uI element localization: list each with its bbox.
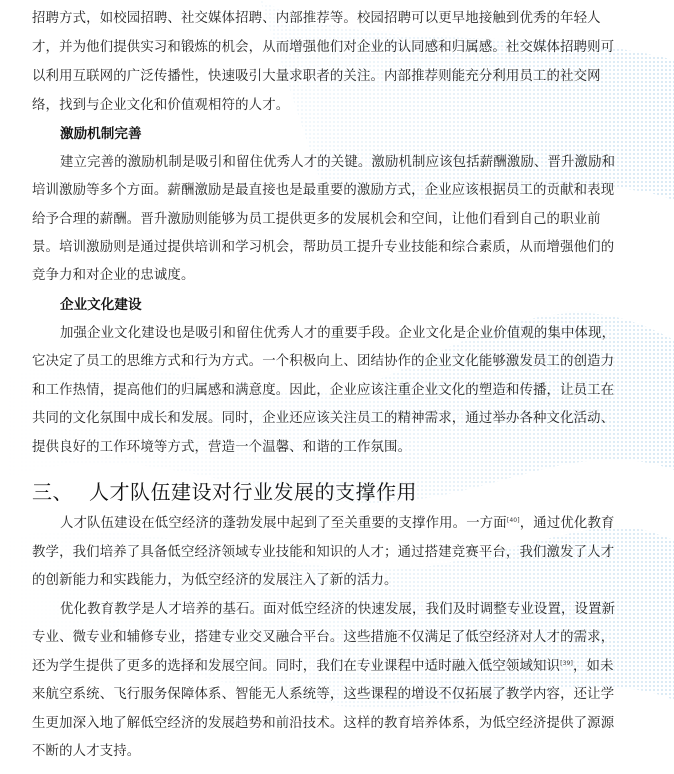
text-line: 以利用互联网的广泛传播性，快速吸引大量求职者的关注。内部推荐则能充分利用员工的社交网 <box>32 69 601 84</box>
subheading-culture: 企业文化建设 <box>60 297 142 313</box>
text-line: 景。培训激励则是通过提供培训和学习机会，帮助员工提升专业技能和综合素质，从而增强他们的 <box>32 240 615 255</box>
section-number: 三、 <box>32 480 73 504</box>
text-line: 生更加深入地了解低空经济的发展趋势和前沿技术。这样的教育培养体系，为低空经济提供了源源 <box>32 716 615 731</box>
text-line: 招聘方式，如校园招聘、社交媒体招聘、内部推荐等。校园招聘可以更早地接触到优秀的年轻人 <box>32 11 601 26</box>
text-line: 的创新能力和实践能力，为低空经济的发展注入了新的活力。 <box>32 573 398 588</box>
text-line: 络，找到与企业文化和价值观相符的人才。 <box>32 98 290 113</box>
text-line: 专业、微专业和辅修专业，搭建专业交叉融合平台。这些措施不仅满足了低空经济对人才的需求， <box>32 630 615 645</box>
text-fragment: ，如未 <box>573 659 614 674</box>
text-fragment: 还为学生提供了更多的选择和发展空间。同时，我们在专业课程中适时融入低空领域知识 <box>32 659 561 674</box>
section-heading <box>32 479 417 505</box>
text-line <box>60 516 615 532</box>
citation-40: [40] <box>506 517 520 524</box>
citation-39: [39] <box>560 660 574 667</box>
text-fragment: ，通过优化教育 <box>519 516 615 531</box>
section-title: 人才队伍建设对行业发展的支撑作用 <box>89 480 417 504</box>
text-line: 才，并为他们提供实习和锻炼的机会，从而增强他们对企业的认同感和归属感。社交媒体招聘则可 <box>32 40 615 55</box>
text-line: 教学，我们培养了具备低空经济领域专业技能和知识的人才；通过搭建竞赛平台，我们激发了人才 <box>32 545 615 560</box>
text-fragment: 人才队伍建设在低空经济的蓬勃发展中起到了至关重要的支撑作用。一方面 <box>60 516 507 531</box>
text-line: 建立完善的激励机制是吸引和留住优秀人才的关键。激励机制应该包括薪酬激励、晋升激励和 <box>60 155 616 170</box>
text-line: 它决定了员工的思维方式和行为方式。一个积极向上、团结协作的企业文化能够激发员工的创造力 <box>32 354 615 369</box>
text-line: 培训激励等多个方面。薪酬激励是最直接也是最重要的激励方式，企业应该根据员工的贡献和表现 <box>32 183 615 198</box>
text-line: 提供良好的工作环境等方式，营造一个温馨、和谐的工作氛围。 <box>32 440 412 455</box>
text-line: 竞争力和对企业的忠诚度。 <box>32 268 195 283</box>
text-line: 和工作热情，提高他们的归属感和满意度。因此，企业应该注重企业文化的塑造和传播，让员工在 <box>32 383 615 398</box>
subheading-incentive: 激励机制完善 <box>60 126 142 142</box>
text-line: 共同的文化氛围中成长和发展。同时，企业还应该关注员工的精神需求，通过举办各种文化活动、 <box>32 411 615 426</box>
text-line: 给予合理的薪酬。晋升激励则能够为员工提供更多的发展机会和空间，让他们看到自己的职业前 <box>32 212 601 227</box>
text-line: 不断的人才支持。 <box>32 744 141 759</box>
text-line: 加强企业文化建设也是吸引和留住优秀人才的重要手段。企业文化是企业价值观的集中体现， <box>60 326 616 341</box>
text-line: 优化教育教学是人才培养的基石。面对低空经济的快速发展，我们及时调整专业设置，设置新 <box>60 602 616 617</box>
text-line: 来航空系统、飞行服务保障体系、智能无人系统等，这些课程的增设不仅拓展了教学内容，还让学 <box>32 687 615 702</box>
text-line <box>32 659 614 675</box>
